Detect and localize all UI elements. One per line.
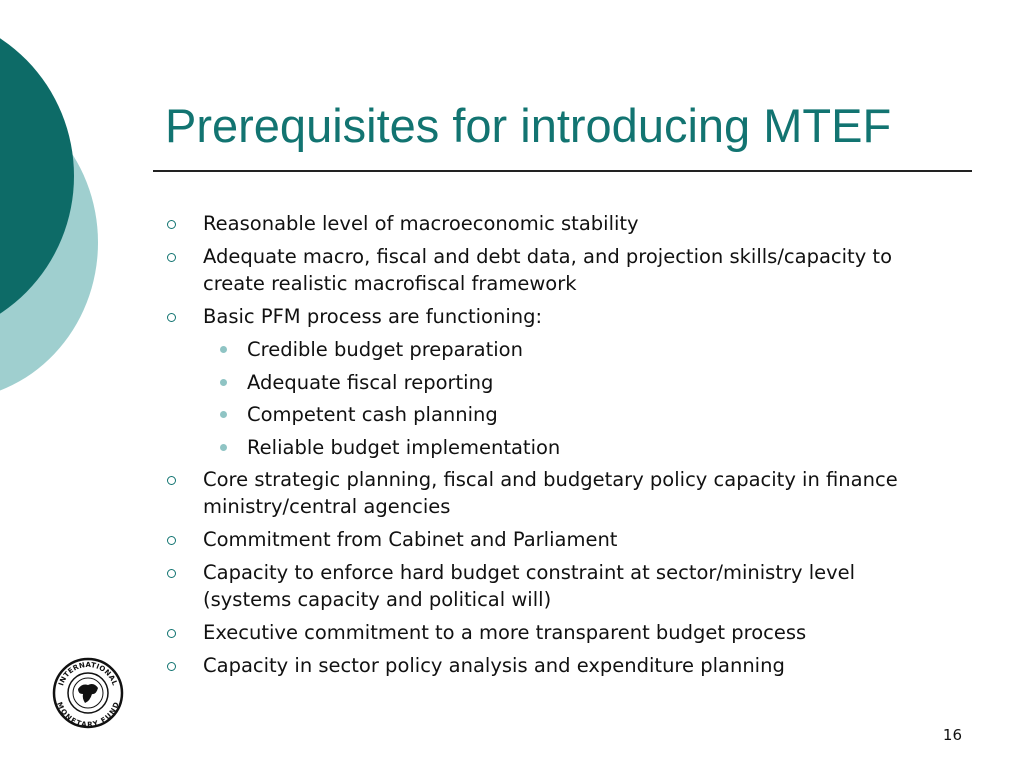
bullet-item bbox=[165, 243, 945, 297]
bullet-text: Capacity to enforce hard budget constraint at sector/ministry level (systems capacity and political will) bbox=[203, 561, 856, 611]
bullet-text: Basic PFM process are functioning: bbox=[203, 305, 543, 328]
hollow-circle-bullet-icon bbox=[167, 629, 176, 638]
sub-bullet-item bbox=[165, 336, 945, 363]
hollow-circle-bullet-icon bbox=[167, 220, 176, 229]
bullet-item bbox=[165, 303, 945, 330]
bullet-item bbox=[165, 466, 945, 520]
hollow-circle-bullet-icon bbox=[167, 662, 176, 671]
slide-title: Prerequisites for introducing MTEF bbox=[165, 99, 892, 152]
filled-dot-bullet-icon bbox=[220, 444, 227, 451]
title-divider bbox=[153, 170, 972, 172]
hollow-circle-bullet-icon bbox=[167, 313, 176, 322]
bullet-list bbox=[165, 210, 945, 685]
page-number: 16 bbox=[942, 726, 962, 744]
filled-dot-bullet-icon bbox=[220, 379, 227, 386]
hollow-circle-bullet-icon bbox=[167, 536, 176, 545]
sub-bullet-text: Competent cash planning bbox=[247, 403, 498, 426]
bullet-text: Commitment from Cabinet and Parliament bbox=[203, 528, 618, 551]
hollow-circle-bullet-icon bbox=[167, 476, 176, 485]
filled-dot-bullet-icon bbox=[220, 411, 227, 418]
svg-text:INTERNATIONAL: INTERNATIONAL bbox=[57, 660, 119, 687]
bullet-item bbox=[165, 619, 945, 646]
bullet-item bbox=[165, 652, 945, 679]
hollow-circle-bullet-icon bbox=[167, 569, 176, 578]
bullet-text: Core strategic planning, fiscal and budgetary policy capacity in finance ministry/central agencies bbox=[203, 468, 898, 518]
bullet-item bbox=[165, 210, 945, 237]
bullet-item bbox=[165, 559, 945, 613]
imf-seal-logo-icon bbox=[52, 657, 124, 729]
filled-dot-bullet-icon bbox=[220, 346, 227, 353]
svg-text:MONETARY FUND: MONETARY FUND bbox=[55, 700, 121, 729]
bullet-text: Capacity in sector policy analysis and expenditure planning bbox=[203, 654, 785, 677]
sub-bullet-text: Credible budget preparation bbox=[247, 338, 523, 361]
sub-bullet-text: Reliable budget implementation bbox=[247, 435, 561, 459]
bullet-text: Reasonable level of macroeconomic stability bbox=[203, 212, 639, 235]
bullet-text: Executive commitment to a more transparent budget process bbox=[203, 621, 807, 644]
bullet-item bbox=[165, 526, 945, 553]
sub-bullet-item bbox=[165, 434, 945, 461]
hollow-circle-bullet-icon bbox=[167, 253, 176, 262]
bullet-text: Adequate macro, fiscal and debt data, and projection skills/capacity to create realistic macrofiscal framework bbox=[203, 245, 893, 295]
sub-bullet-item bbox=[165, 401, 945, 428]
sub-bullet-item bbox=[165, 369, 945, 396]
sub-bullet-text: Adequate fiscal reporting bbox=[247, 370, 494, 394]
